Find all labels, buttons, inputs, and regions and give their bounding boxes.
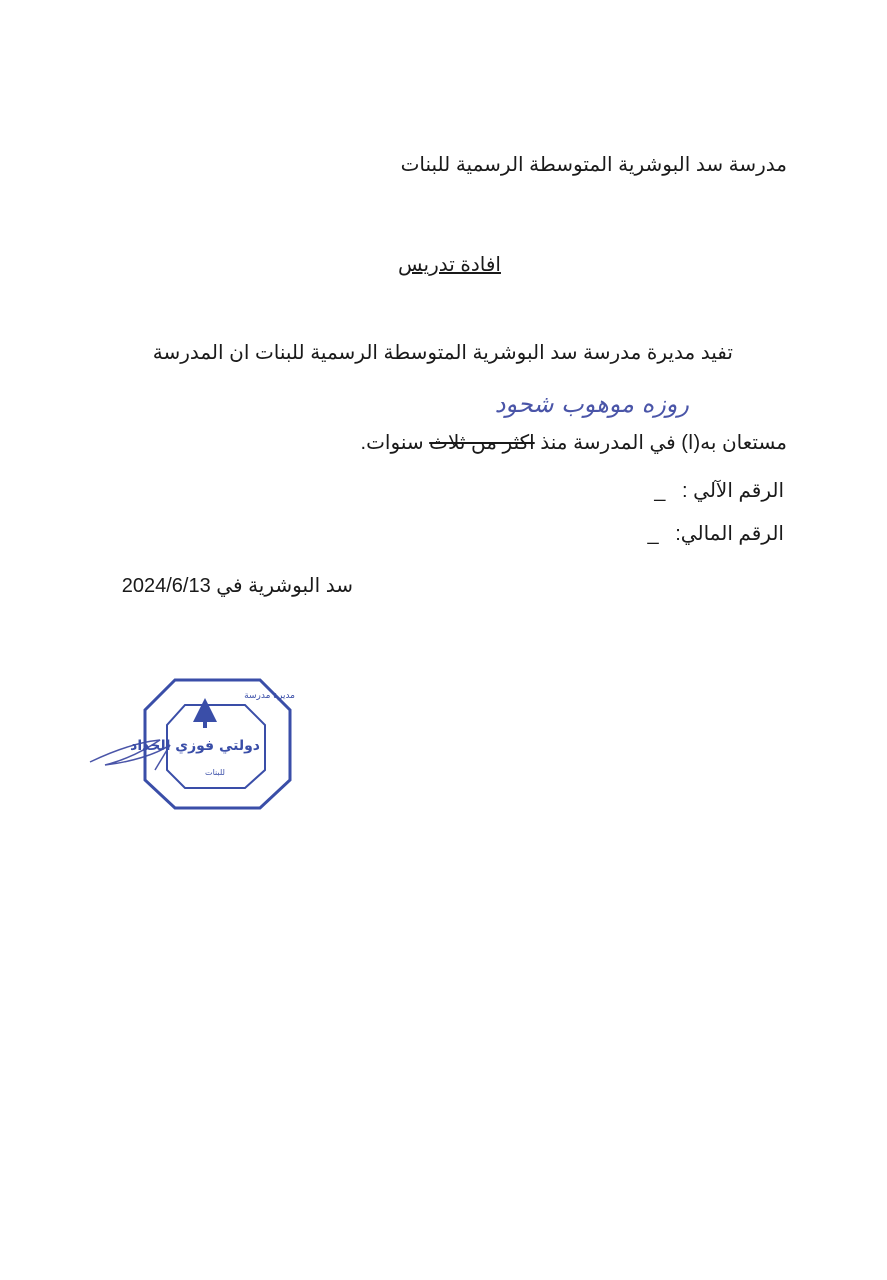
financial-number-label: الرقم المالي: [675, 523, 784, 545]
body-line-3-end: سنوات. [360, 432, 430, 454]
official-stamp-and-signature [85, 670, 315, 815]
struck-text: اكثر من ثلاث [429, 432, 535, 454]
svg-text:دولتي فوزي الحداد: دولتي فوزي الحداد [130, 738, 260, 754]
body-line-3-start: مستعان به(ا) في المدرسة منذ [534, 432, 787, 454]
handwritten-teacher-name: روزه موهوب شحود [494, 390, 689, 418]
auto-number-label: الرقم الآلي : [682, 480, 784, 502]
document-title: افادة تدريس [398, 254, 501, 276]
cedar-icon [193, 698, 217, 728]
school-header: مدرسة سد البوشرية المتوسطة الرسمية للبنات [400, 154, 787, 176]
body-line-3 [361, 430, 787, 455]
body-line-1: تفيد مديرة مدرسة سد البوشرية المتوسطة الرسمية للبنات ان المدرسة [152, 342, 733, 364]
financial-number-row [647, 521, 784, 546]
financial-number-value: _ [647, 523, 659, 545]
svg-text:مديرة مدرسة: مديرة مدرسة [244, 691, 295, 701]
auto-number-row [654, 478, 784, 503]
place-date: سد البوشرية في 2024/6/13 [121, 575, 353, 597]
svg-text:للبنات: للبنات [205, 768, 225, 777]
auto-number-value: _ [654, 480, 666, 502]
